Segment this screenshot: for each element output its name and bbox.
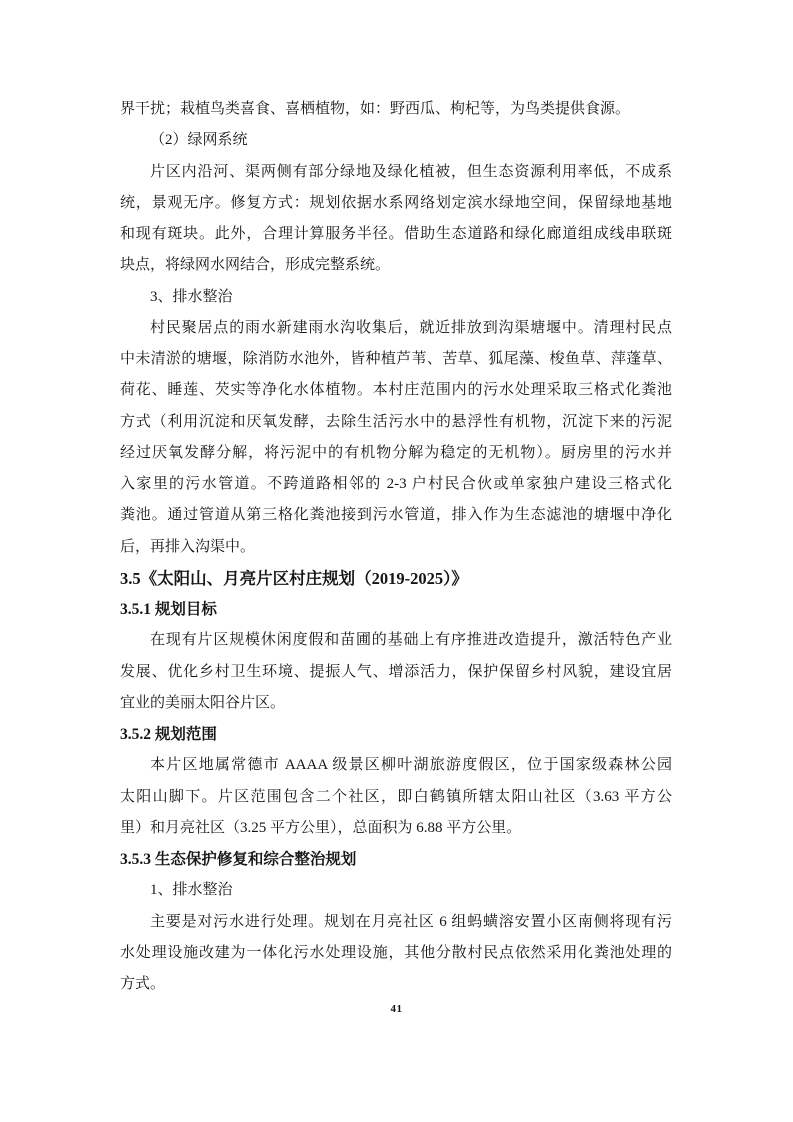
text-line: 方式（利用沉淀和厌氧发酵，去除生活污水中的悬浮性有机物，沉淀下来的污泥 [120, 413, 672, 430]
text-line: 荷花、睡莲、芡实等净化水体植物。本村庄范围内的污水处理采取三格式化粪池 [120, 382, 672, 399]
text-line: 里）和月亮社区（3.25 平方公里），总面积为 6.88 平方公里。 [120, 819, 522, 836]
text-line: 主要是对污水进行处理。规划在月亮社区 6 组蚂蟥溶安置小区南侧将现有污 [150, 913, 672, 930]
text-line: 中未清淤的塘堰，除消防水池外，皆种植芦苇、苦草、狐尾藻、梭鱼草、萍蓬草、 [120, 351, 672, 367]
text-line: 村民聚居点的雨水新建雨水沟收集后，就近排放到沟渠塘堰中。清理村民点 [150, 319, 672, 336]
text-line: 入家里的污水管道。不跨道路相邻的 2-3 户村民合伙或单家独户建设三格式化 [120, 476, 672, 492]
document-body [120, 94, 672, 1000]
paragraph [120, 157, 672, 282]
section-heading [120, 719, 672, 750]
text-line: （2）绿网系统 [150, 132, 248, 149]
text-line: 发展、优化乡村卫生环境、提振人气、增添活力，保护保留乡村风貌，建设宜居 [120, 663, 672, 680]
page-number: 41 [390, 1003, 403, 1015]
text-line: 1、排水整治 [150, 882, 233, 899]
text-line: 统，景观无序。修复方式：规划依据水系网络划定滨水绿地空间，保留绿地基地 [120, 194, 672, 211]
paragraph [120, 313, 672, 563]
text-line: 片区内沿河、渠两侧有部分绿地及绿化植被，但生态资源利用率低，不成系 [150, 163, 672, 180]
paragraph [120, 907, 672, 1001]
text-line: 3.5.2 规划范围 [120, 726, 217, 743]
paragraph [120, 125, 672, 156]
paragraph [120, 282, 672, 313]
paragraph [120, 94, 672, 125]
paragraph [120, 625, 672, 719]
text-line: 3.5.3 生态保护修复和综合整治规划 [120, 851, 357, 868]
text-line: 宜业的美丽太阳谷片区。 [120, 694, 286, 711]
paragraph [120, 875, 672, 906]
text-line: 3.5.1 规划目标 [120, 601, 217, 618]
section-heading [120, 844, 672, 875]
text-line: 太阳山脚下。片区范围包含二个社区，即白鹤镇所辖太阳山社区（3.63 平方公 [120, 788, 672, 805]
text-line: 经过厌氧发酵分解，将污泥中的有机物分解为稳定的无机物）。厨房里的污水并 [120, 444, 672, 461]
text-line: 粪池。通过管道从第三格化粪池接到污水管道，排入作为生态滤池的塘堰中净化 [120, 507, 672, 524]
section-heading [120, 563, 672, 594]
text-line: 块点，将绿网水网结合，形成完整系统。 [120, 257, 391, 274]
text-line: 水处理设施改建为一体化污水处理设施，其他分散村民点依然采用化粪池处理的 [120, 944, 672, 961]
text-line: 和现有斑块。此外，合理计算服务半径。借助生态道路和绿化廊道组成线串联斑 [120, 226, 672, 242]
text-line: 3、排水整治 [150, 288, 233, 305]
text-line: 3.5《太阳山、月亮片区村庄规划（2019-2025）》 [120, 568, 468, 588]
paragraph [120, 750, 672, 844]
text-line: 本片区地属常德市 AAAA 级景区柳叶湖旅游度假区，位于国家级森林公园 [150, 757, 672, 774]
text-line: 在现有片区规模休闲度假和苗圃的基础上有序推进改造提升，激活特色产业 [150, 632, 672, 649]
section-heading [120, 594, 672, 625]
text-line: 后，再排入沟渠中。 [120, 538, 256, 555]
text-line: 界干扰；栽植鸟类喜食、喜栖植物，如：野西瓜、枸杞等，为鸟类提供食源。 [120, 101, 631, 117]
text-line: 方式。 [120, 976, 166, 992]
